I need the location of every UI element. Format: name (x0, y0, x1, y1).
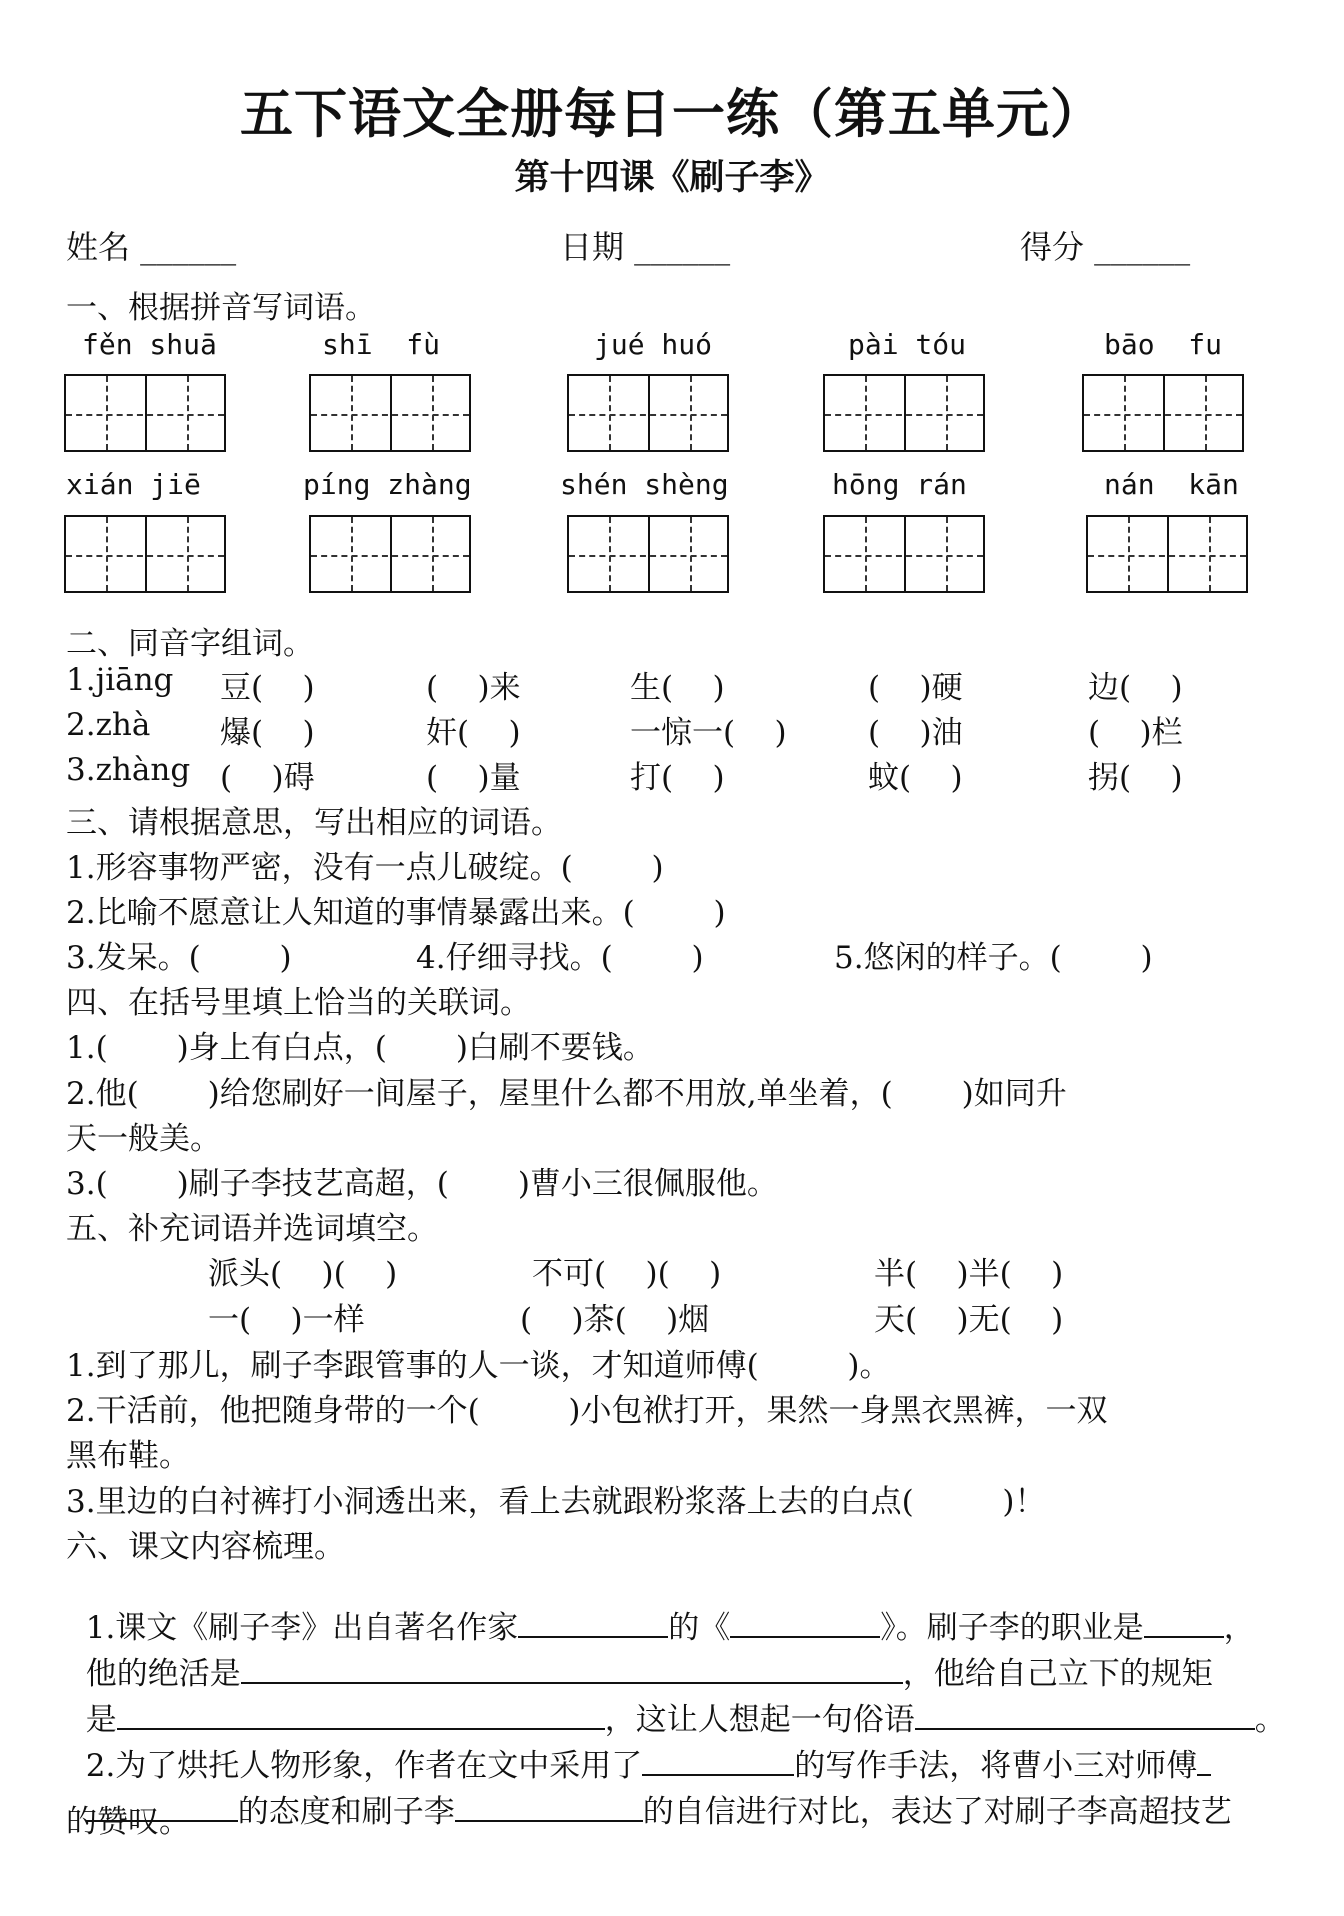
homophone-blank[interactable]: ( )碍 (220, 760, 315, 796)
summary-text: ， (1223, 1610, 1255, 1646)
homophone-blank[interactable]: ( )栏 (1088, 715, 1183, 751)
homophone-blank[interactable]: ( )油 (868, 715, 963, 751)
pinyin-label: bāo fu (1104, 328, 1223, 361)
homophone-blank[interactable]: 生( ) (630, 670, 725, 706)
summary-line-6: 的赞叹。 (66, 1804, 190, 1840)
fill-sentence-cont: 黑布鞋。 (66, 1438, 190, 1474)
summary-text: 2.为了烘托人物形象，作者在文中采用了 (85, 1748, 643, 1784)
conjunction-item-cont: 天一般美。 (66, 1121, 221, 1157)
summary-text: 是 (85, 1702, 117, 1738)
section-6-heading: 六、课文内容梳理。 (66, 1529, 345, 1565)
section-5-heading: 五、补充词语并选词填空。 (66, 1211, 438, 1247)
summary-line-5 (66, 1750, 1232, 1831)
score-field[interactable]: 得分 ______ (1020, 228, 1191, 266)
pinyin-label: xián jiē (66, 468, 201, 501)
section-2-heading: 二、同音字组词。 (66, 626, 314, 662)
homophone-blank[interactable]: 拐( ) (1088, 760, 1183, 796)
idiom-blank[interactable]: 派头( )( ) (208, 1256, 398, 1292)
pinyin-label: shén shèng (560, 468, 729, 501)
summary-text: ，这让人想起一句俗语 (604, 1702, 915, 1738)
homophone-blank[interactable]: 豆( ) (220, 670, 315, 706)
writing-grid[interactable] (823, 515, 985, 593)
fill-sentence[interactable]: 1.到了那儿，刷子李跟管事的人一谈，才知道师傅( )。 (66, 1348, 891, 1384)
writing-grid[interactable] (309, 515, 471, 593)
idiom-blank[interactable]: 一( )一样 (208, 1302, 365, 1338)
meaning-item[interactable]: 5.悠闲的样子。( ) (834, 940, 1153, 976)
summary-text: 的写作手法，将曹小三对师傅 (794, 1748, 1198, 1784)
summary-text: 的态度和刷子李 (237, 1794, 455, 1830)
pinyin-label: jué huó (594, 328, 713, 361)
homophone-blank[interactable]: 边( ) (1088, 670, 1183, 706)
meaning-item[interactable]: 3.发呆。( ) (66, 940, 292, 976)
homophone-blank[interactable]: ( )硬 (868, 670, 963, 706)
section-4-heading: 四、在括号里填上恰当的关联词。 (66, 985, 531, 1021)
idiom-blank[interactable]: 天( )无( ) (874, 1302, 1064, 1338)
conjunction-item[interactable]: 2.他( )给您刷好一间屋子，屋里什么都不用放,单坐着，( )如同升 (66, 1076, 1067, 1112)
confidence-blank[interactable] (455, 1792, 643, 1822)
section-1-heading: 一、根据拼音写词语。 (66, 290, 376, 326)
summary-text: 他的绝活是 (85, 1656, 241, 1692)
writing-grid[interactable] (64, 374, 226, 452)
idiom-blank[interactable]: ( )茶( )烟 (520, 1302, 710, 1338)
page-title: 五下语文全册每日一练（第五单元） (240, 84, 1104, 145)
summary-text: 的自信进行对比，表达了对刷子李高超技艺 (642, 1794, 1232, 1830)
pinyin-label: fěn shuā (82, 328, 217, 361)
homophone-label: 3.zhàng (66, 752, 191, 788)
writing-grid[interactable] (64, 515, 226, 593)
homophone-blank[interactable]: 蚊( ) (868, 760, 963, 796)
homophone-label: 1.jiāng (66, 662, 174, 698)
date-field[interactable]: 日期 ______ (560, 228, 731, 266)
summary-text: 。 (1254, 1702, 1286, 1738)
summary-text: 的《 (668, 1610, 731, 1646)
summary-text: 1.课文《刷子李》出自著名作家 (85, 1610, 519, 1646)
writing-grid[interactable] (309, 374, 471, 452)
pinyin-label: shī fù (322, 328, 441, 361)
pinyin-label: píng zhàng (303, 468, 472, 501)
homophone-blank[interactable]: ( )来 (426, 670, 521, 706)
writing-grid[interactable] (1086, 515, 1248, 593)
homophone-label: 2.zhà (66, 707, 151, 743)
idiom-blank[interactable]: 半( )半( ) (874, 1256, 1064, 1292)
name-field[interactable]: 姓名 ______ (66, 228, 237, 266)
writing-grid[interactable] (1082, 374, 1244, 452)
homophone-blank[interactable]: 一惊一( ) (630, 715, 787, 751)
fill-sentence[interactable]: 2.干活前，他把随身带的一个( )小包袱打开，果然一身黑衣黑裤，一双 (66, 1393, 1108, 1429)
meaning-item[interactable]: 4.仔细寻找。( ) (416, 940, 704, 976)
writing-grid[interactable] (823, 374, 985, 452)
homophone-blank[interactable]: 爆( ) (220, 715, 315, 751)
section-3-heading: 三、请根据意思，写出相应的词语。 (66, 805, 562, 841)
writing-grid[interactable] (567, 515, 729, 593)
conjunction-item[interactable]: 3.( )刷子李技艺高超，( )曹小三很佩服他。 (66, 1166, 778, 1202)
summary-text: ，他给自己立下的规矩 (902, 1656, 1213, 1692)
homophone-blank[interactable]: ( )量 (426, 760, 521, 796)
pinyin-label: hōng rán (832, 468, 967, 501)
meaning-item[interactable]: 2.比喻不愿意让人知道的事情暴露出来。( ) (66, 895, 726, 931)
meaning-item[interactable]: 1.形容事物严密，没有一点儿破绽。( ) (66, 850, 664, 886)
idiom-blank[interactable]: 不可( )( ) (532, 1256, 722, 1292)
summary-text: 》。刷子李的职业是 (880, 1610, 1144, 1646)
conjunction-item[interactable]: 1.( )身上有白点，( )白刷不要钱。 (66, 1030, 654, 1066)
writing-grid[interactable] (567, 374, 729, 452)
homophone-blank[interactable]: 打( ) (630, 760, 725, 796)
pinyin-label: nán kān (1104, 468, 1239, 501)
lesson-subtitle: 第十四课《刷子李》 (514, 158, 830, 198)
pinyin-label: pài tóu (848, 328, 967, 361)
homophone-blank[interactable]: 奸( ) (426, 715, 521, 751)
fill-sentence[interactable]: 3.里边的白衬裤打小洞透出来，看上去就跟粉浆落上去的白点( )！ (66, 1484, 1046, 1520)
